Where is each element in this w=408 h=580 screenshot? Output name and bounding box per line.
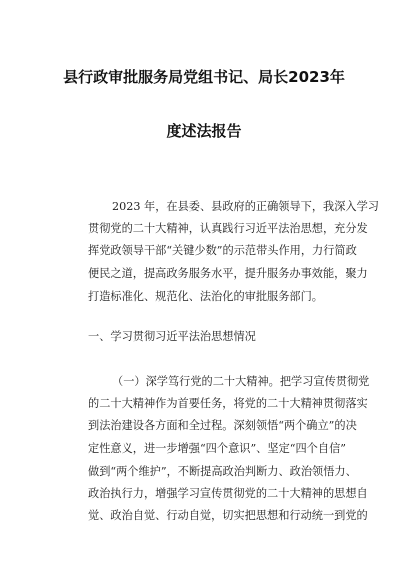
section-paragraph-line: （一）深学笃行党的二十大精神。把学习宣传贯彻党 (112, 375, 370, 388)
section-paragraph-line: 定性意义，进一步增强“四个意识”、坚定“四个自信” (88, 442, 346, 455)
section-paragraph-line: 到法治建设各方面和全过程。深刻领悟“两个确立”的决 (88, 419, 357, 432)
document-title-line-2: 度述法报告 (166, 122, 242, 140)
document-title-line-1: 县行政审批服务局党组书记、局长2023年 (63, 68, 345, 86)
section-paragraph-line: 的二十大精神作为首要任务，将党的二十大精神贯彻落实 (88, 397, 368, 410)
section-paragraph-line: 觉、政治自觉、行动自觉，切实把思想和行动统一到党的 (88, 509, 368, 522)
intro-paragraph-line: 打造标准化、规范化、法治化的审批服务部门。 (88, 290, 323, 303)
intro-paragraph-line: 挥党政领导干部“关键少数”的示范带头作用，力行简政 (88, 244, 357, 257)
section-paragraph-line: 政治执行力，增强学习宣传贯彻党的二十大精神的思想自 (88, 487, 368, 500)
intro-paragraph-line: 便民之道，提高政务服务水平，提升服务办事效能，聚力 (88, 267, 368, 280)
section-paragraph-line: 做到“两个维护”，不断提高政治判断力、政治领悟力、 (88, 465, 357, 478)
section-heading: 一、学习贯彻习近平法治思想情况 (88, 330, 256, 343)
intro-paragraph-line: 2023 年，在县委、县政府的正确领导下，我深入学习 (112, 200, 379, 213)
intro-paragraph-line: 贯彻党的二十大精神，认真践行习近平法治思想，充分发 (88, 222, 368, 235)
